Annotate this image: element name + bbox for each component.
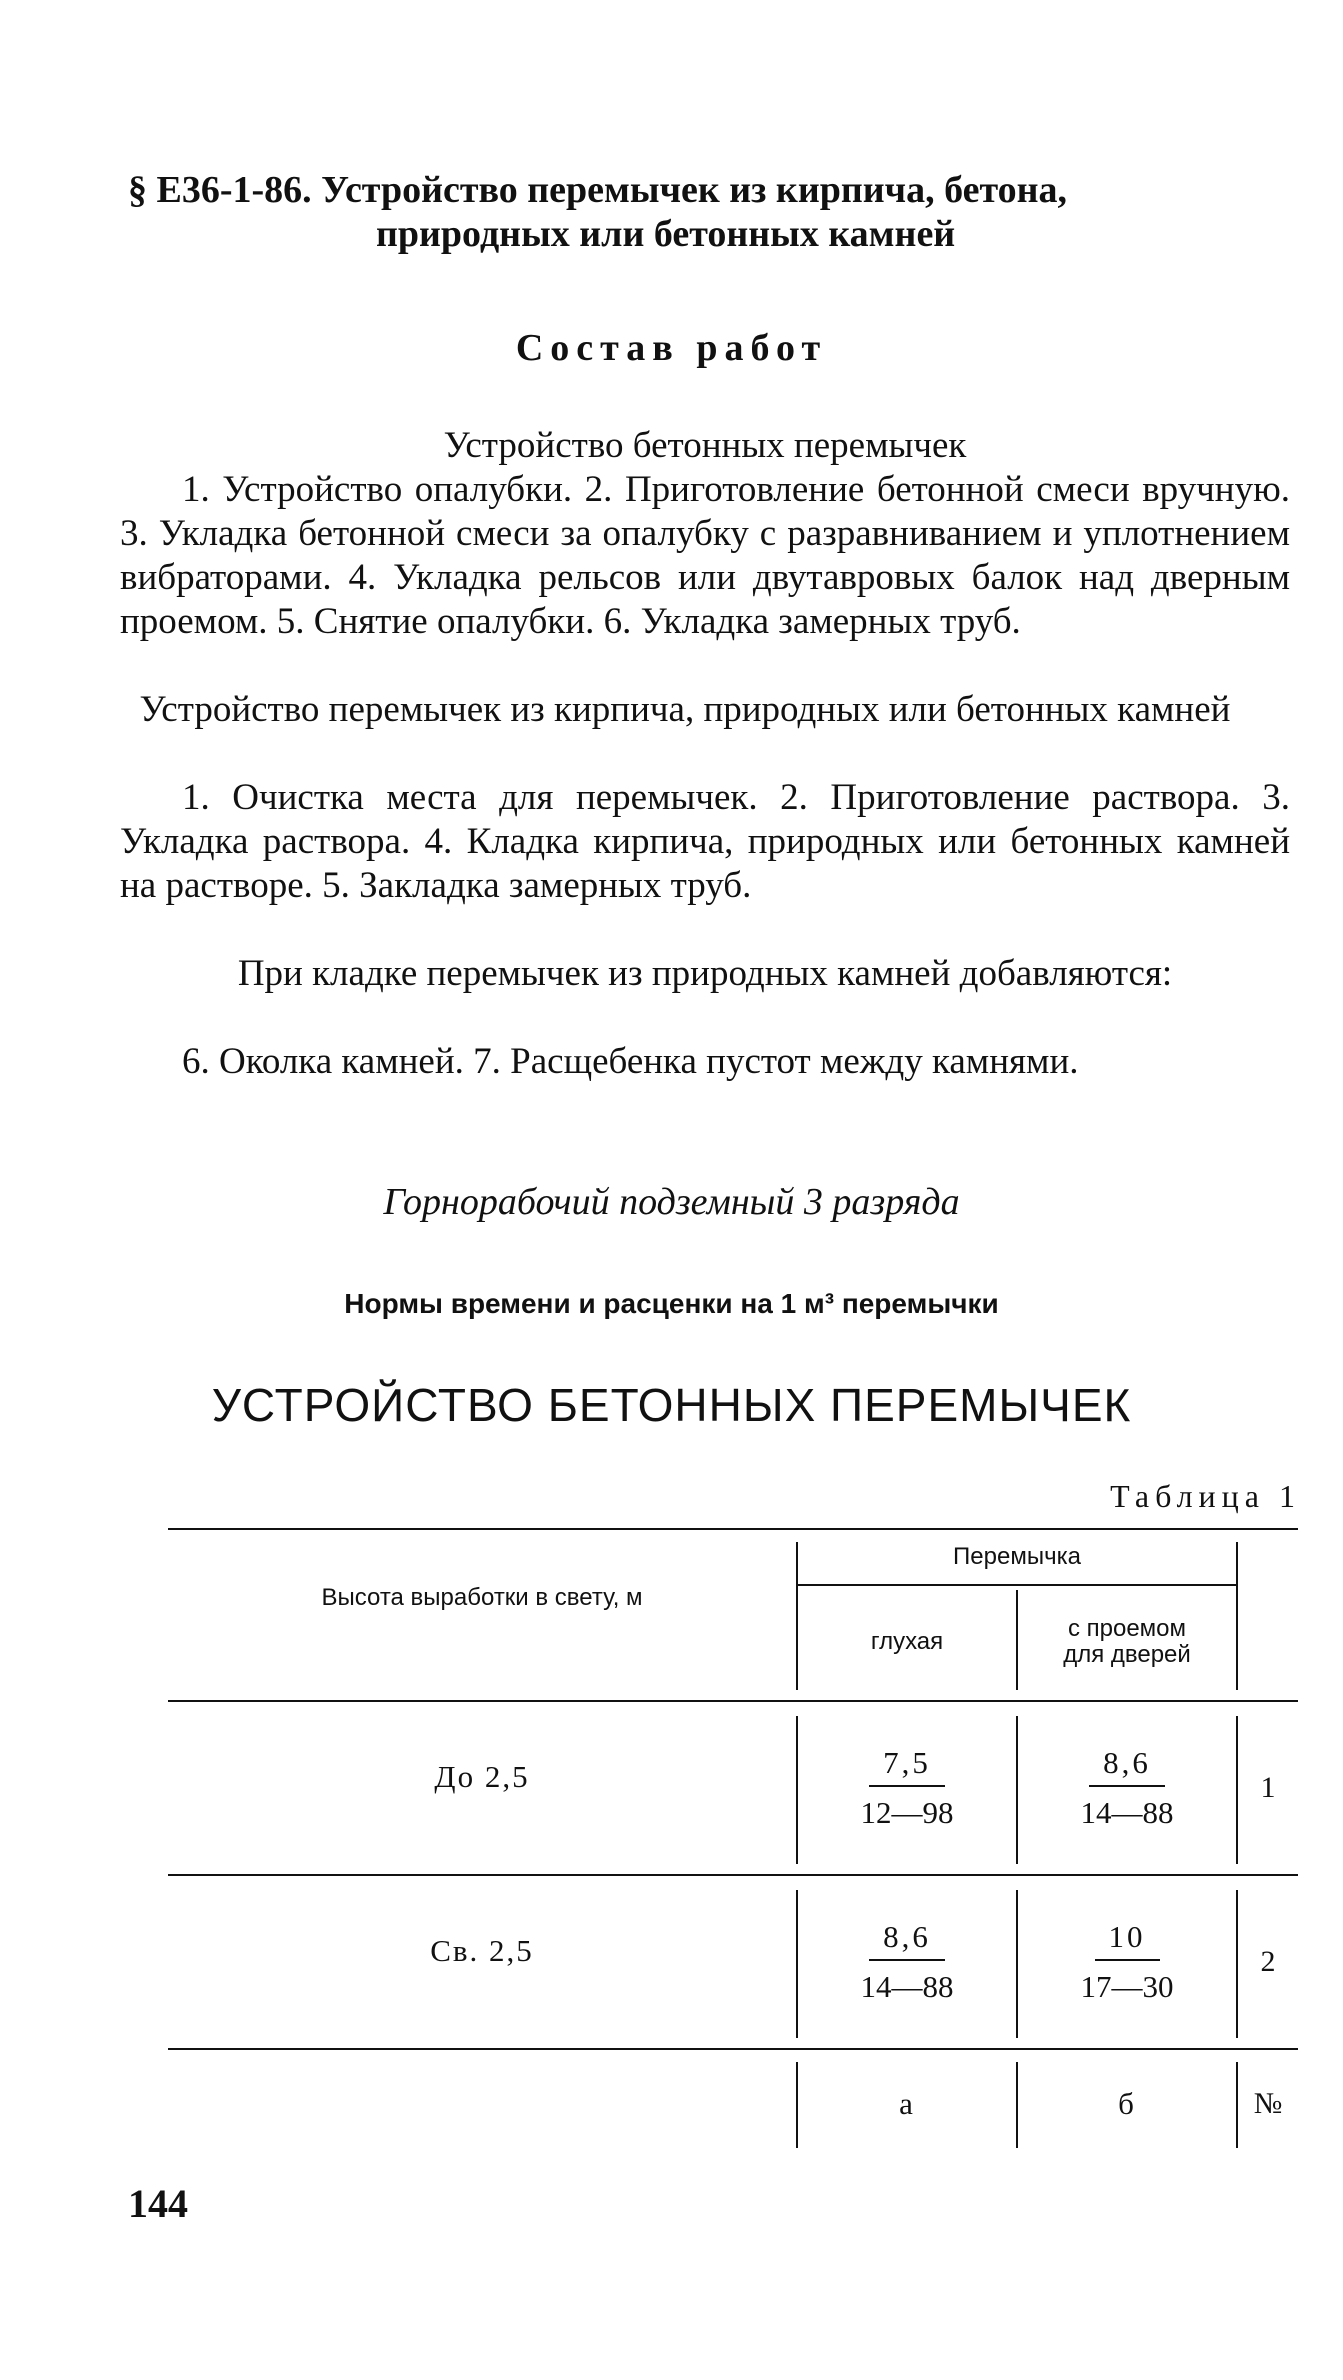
- row-2-label: Св. 2,5: [430, 1933, 534, 1968]
- row-1-b-time: 8,6: [1089, 1745, 1165, 1787]
- row-1-cell-a: [798, 1702, 1016, 1874]
- row-1-label: До 2,5: [434, 1759, 530, 1794]
- row-2-b-time: 10: [1095, 1919, 1160, 1961]
- row-2-cell-a: [798, 1876, 1016, 2048]
- row-2-a-rate: 14—88: [860, 1969, 954, 2004]
- footer-col-num: №: [1253, 2087, 1283, 2120]
- row-1-a-time: 7,5: [869, 1745, 945, 1787]
- natural-text: 6. Околка камней. 7. Расщебенка пустот между камнями.: [182, 1041, 1079, 1082]
- row-2-fraction-b: [1081, 1919, 1174, 2005]
- heading-line-2: природных или бетонных камней: [376, 213, 956, 255]
- row-2-number: 2: [1260, 1945, 1276, 1978]
- table-top-rule: [168, 1528, 1298, 1530]
- section-title: Состав работ: [515, 327, 828, 369]
- group-header-rule: [798, 1584, 1238, 1586]
- norms-table: [168, 1528, 1298, 2148]
- table-title: УСТРОЙСТВО БЕТОННЫХ ПЕРЕМЫЧЕК: [211, 1379, 1132, 1431]
- row-1-cell-b: [1018, 1702, 1236, 1874]
- row-1-fraction-a: [861, 1745, 954, 1831]
- row-1-a-rate: 12—98: [860, 1795, 954, 1830]
- norms-title: Нормы времени и расценки на 1 м³ перемычки: [344, 1288, 999, 1319]
- brick-text: 1. Очистка места для перемычек. 2. Приготовление раствора. 3. Укладка раствора. 4. Кладка кирпича, природных или бетонных камней на растворе. 5. Закладка замерных труб.: [120, 777, 1290, 906]
- worker-category: Горнорабочий подземный 3 разряда: [383, 1181, 960, 1223]
- table-label: Таблица 1: [1110, 1478, 1301, 1514]
- concrete-text: 1. Устройство опалубки. 2. Приготовление бетонной смеси вручную. 3. Укладка бетонной смеси за опалубку с разравниванием и уплотнением вибраторами. 4. Укладка рельсов или двутавровых балок над дверным проемом. 5. Снятие опалубки. 6. Укладка замерных труб.: [120, 469, 1290, 642]
- natural-title: При кладке перемычек из природных камней добавляются:: [237, 953, 1173, 994]
- row-2-b-rate: 17—30: [1080, 1969, 1174, 2004]
- concrete-title: Устройство бетонных перемычек: [443, 425, 967, 466]
- heading-line-1: § Е36-1-86. Устройство перемычек из кирпича, бетона,: [128, 169, 1067, 211]
- row-1-b-rate: 14—88: [1080, 1795, 1174, 1830]
- col-rule-num-header: [1236, 1542, 1238, 1690]
- section-heading: [128, 168, 1298, 256]
- header-height-label: Высота выработки в свету, м: [321, 1584, 643, 1611]
- row-2-cell-b: [1018, 1876, 1236, 2048]
- brick-title: Устройство перемычек из кирпича, природных или бетонных камней: [139, 689, 1231, 730]
- footer-col-b: б: [1118, 2086, 1136, 2121]
- row-1-number: 1: [1260, 1771, 1276, 1804]
- row-2-rule: [168, 2048, 1298, 2050]
- row-1-fraction-b: [1081, 1745, 1174, 1831]
- row-2-a-time: 8,6: [869, 1919, 945, 1961]
- header-group-lintel: Перемычка: [953, 1543, 1081, 1570]
- row-2-fraction-a: [861, 1919, 954, 2005]
- header-col-blind: глухая: [870, 1628, 944, 1655]
- header-col-door: с проемом для дверей: [1063, 1615, 1191, 1668]
- page-number: 144: [128, 2181, 188, 2226]
- footer-col-a: а: [899, 2086, 915, 2121]
